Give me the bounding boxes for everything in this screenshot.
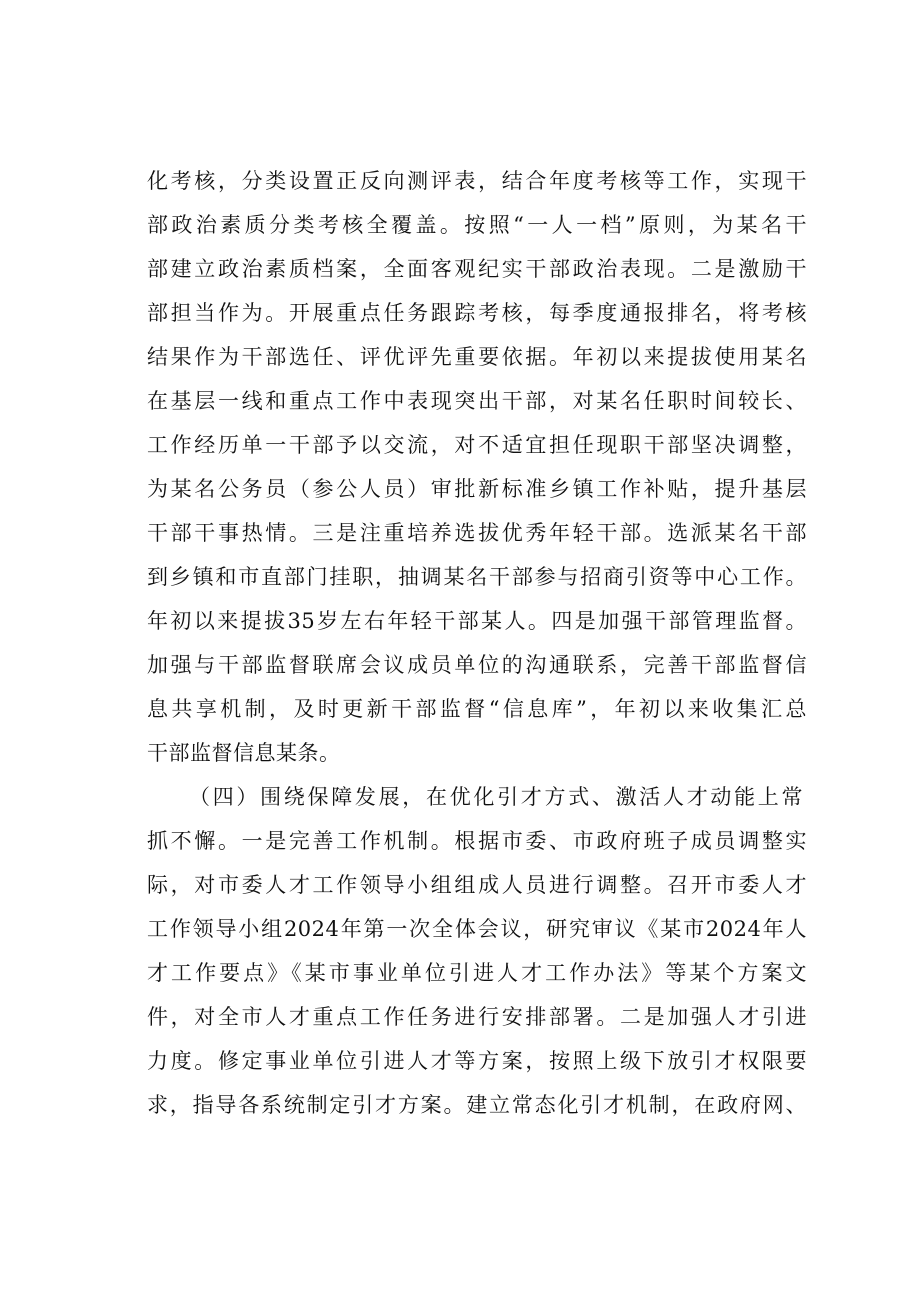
- text-line-10: 到乡镇和市直部门挂职，抽调某名干部参与招商引资等中心工作。: [147, 565, 807, 589]
- section-heading-line: （四）围绕保障发展，在优化引才方式、激活人才动能上常: [189, 785, 803, 809]
- text-line-18: 工作领导小组2024年第一次全体会议，研究审议《某市2024年人: [147, 917, 807, 941]
- text-line-20: 件，对全市人才重点工作任务进行安排部署。二是加强人才引进: [147, 1005, 807, 1029]
- text-line-1: 化考核，分类设置正反向测评表，结合年度考核等工作，实现干: [147, 169, 807, 193]
- text-line-5: 结果作为干部选任、评优评先重要依据。年初以来提拔使用某名: [147, 345, 807, 369]
- text-line-19: 才工作要点》《某市事业单位引进人才工作办法》等某个方案文: [147, 961, 807, 985]
- text-line-13: 息共享机制，及时更新干部监督“信息库”，年初以来收集汇总: [147, 697, 807, 721]
- text-line-16: 抓不懈。一是完善工作机制。根据市委、市政府班子成员调整实: [147, 829, 807, 853]
- text-line-7: 工作经历单一干部予以交流，对不适宜担任现职干部坚决调整，: [147, 433, 807, 457]
- text-line-12: 加强与干部监督联席会议成员单位的沟通联系，完善干部监督信: [147, 653, 807, 677]
- text-line-21: 力度。修定事业单位引进人才等方案，按照上级下放引才权限要: [147, 1049, 807, 1073]
- text-line-8: 为某名公务员（参公人员）审批新标准乡镇工作补贴，提升基层: [147, 477, 807, 501]
- text-line-22: 求，指导各系统制定引才方案。建立常态化引才机制，在政府网、: [147, 1093, 807, 1117]
- text-line-17: 际，对市委人才工作领导小组组成人员进行调整。召开市委人才: [147, 873, 807, 897]
- text-line-2: 部政治素质分类考核全覆盖。按照“一人一档”原则，为某名干: [147, 213, 807, 237]
- text-line-4: 部担当作为。开展重点任务跟踪考核，每季度通报排名，将考核: [147, 301, 807, 325]
- text-line-6: 在基层一线和重点工作中表现突出干部，对某名任职时间较长、: [147, 389, 807, 413]
- text-line-14: 干部监督信息某条。: [147, 741, 341, 765]
- text-line-3: 部建立政治素质档案，全面客观纪实干部政治表现。二是激励干: [147, 257, 807, 281]
- text-line-11: 年初以来提拔35岁左右年轻干部某人。四是加强干部管理监督。: [147, 609, 807, 633]
- text-line-9: 干部干事热情。三是注重培养选拔优秀年轻干部。选派某名干部: [147, 521, 807, 545]
